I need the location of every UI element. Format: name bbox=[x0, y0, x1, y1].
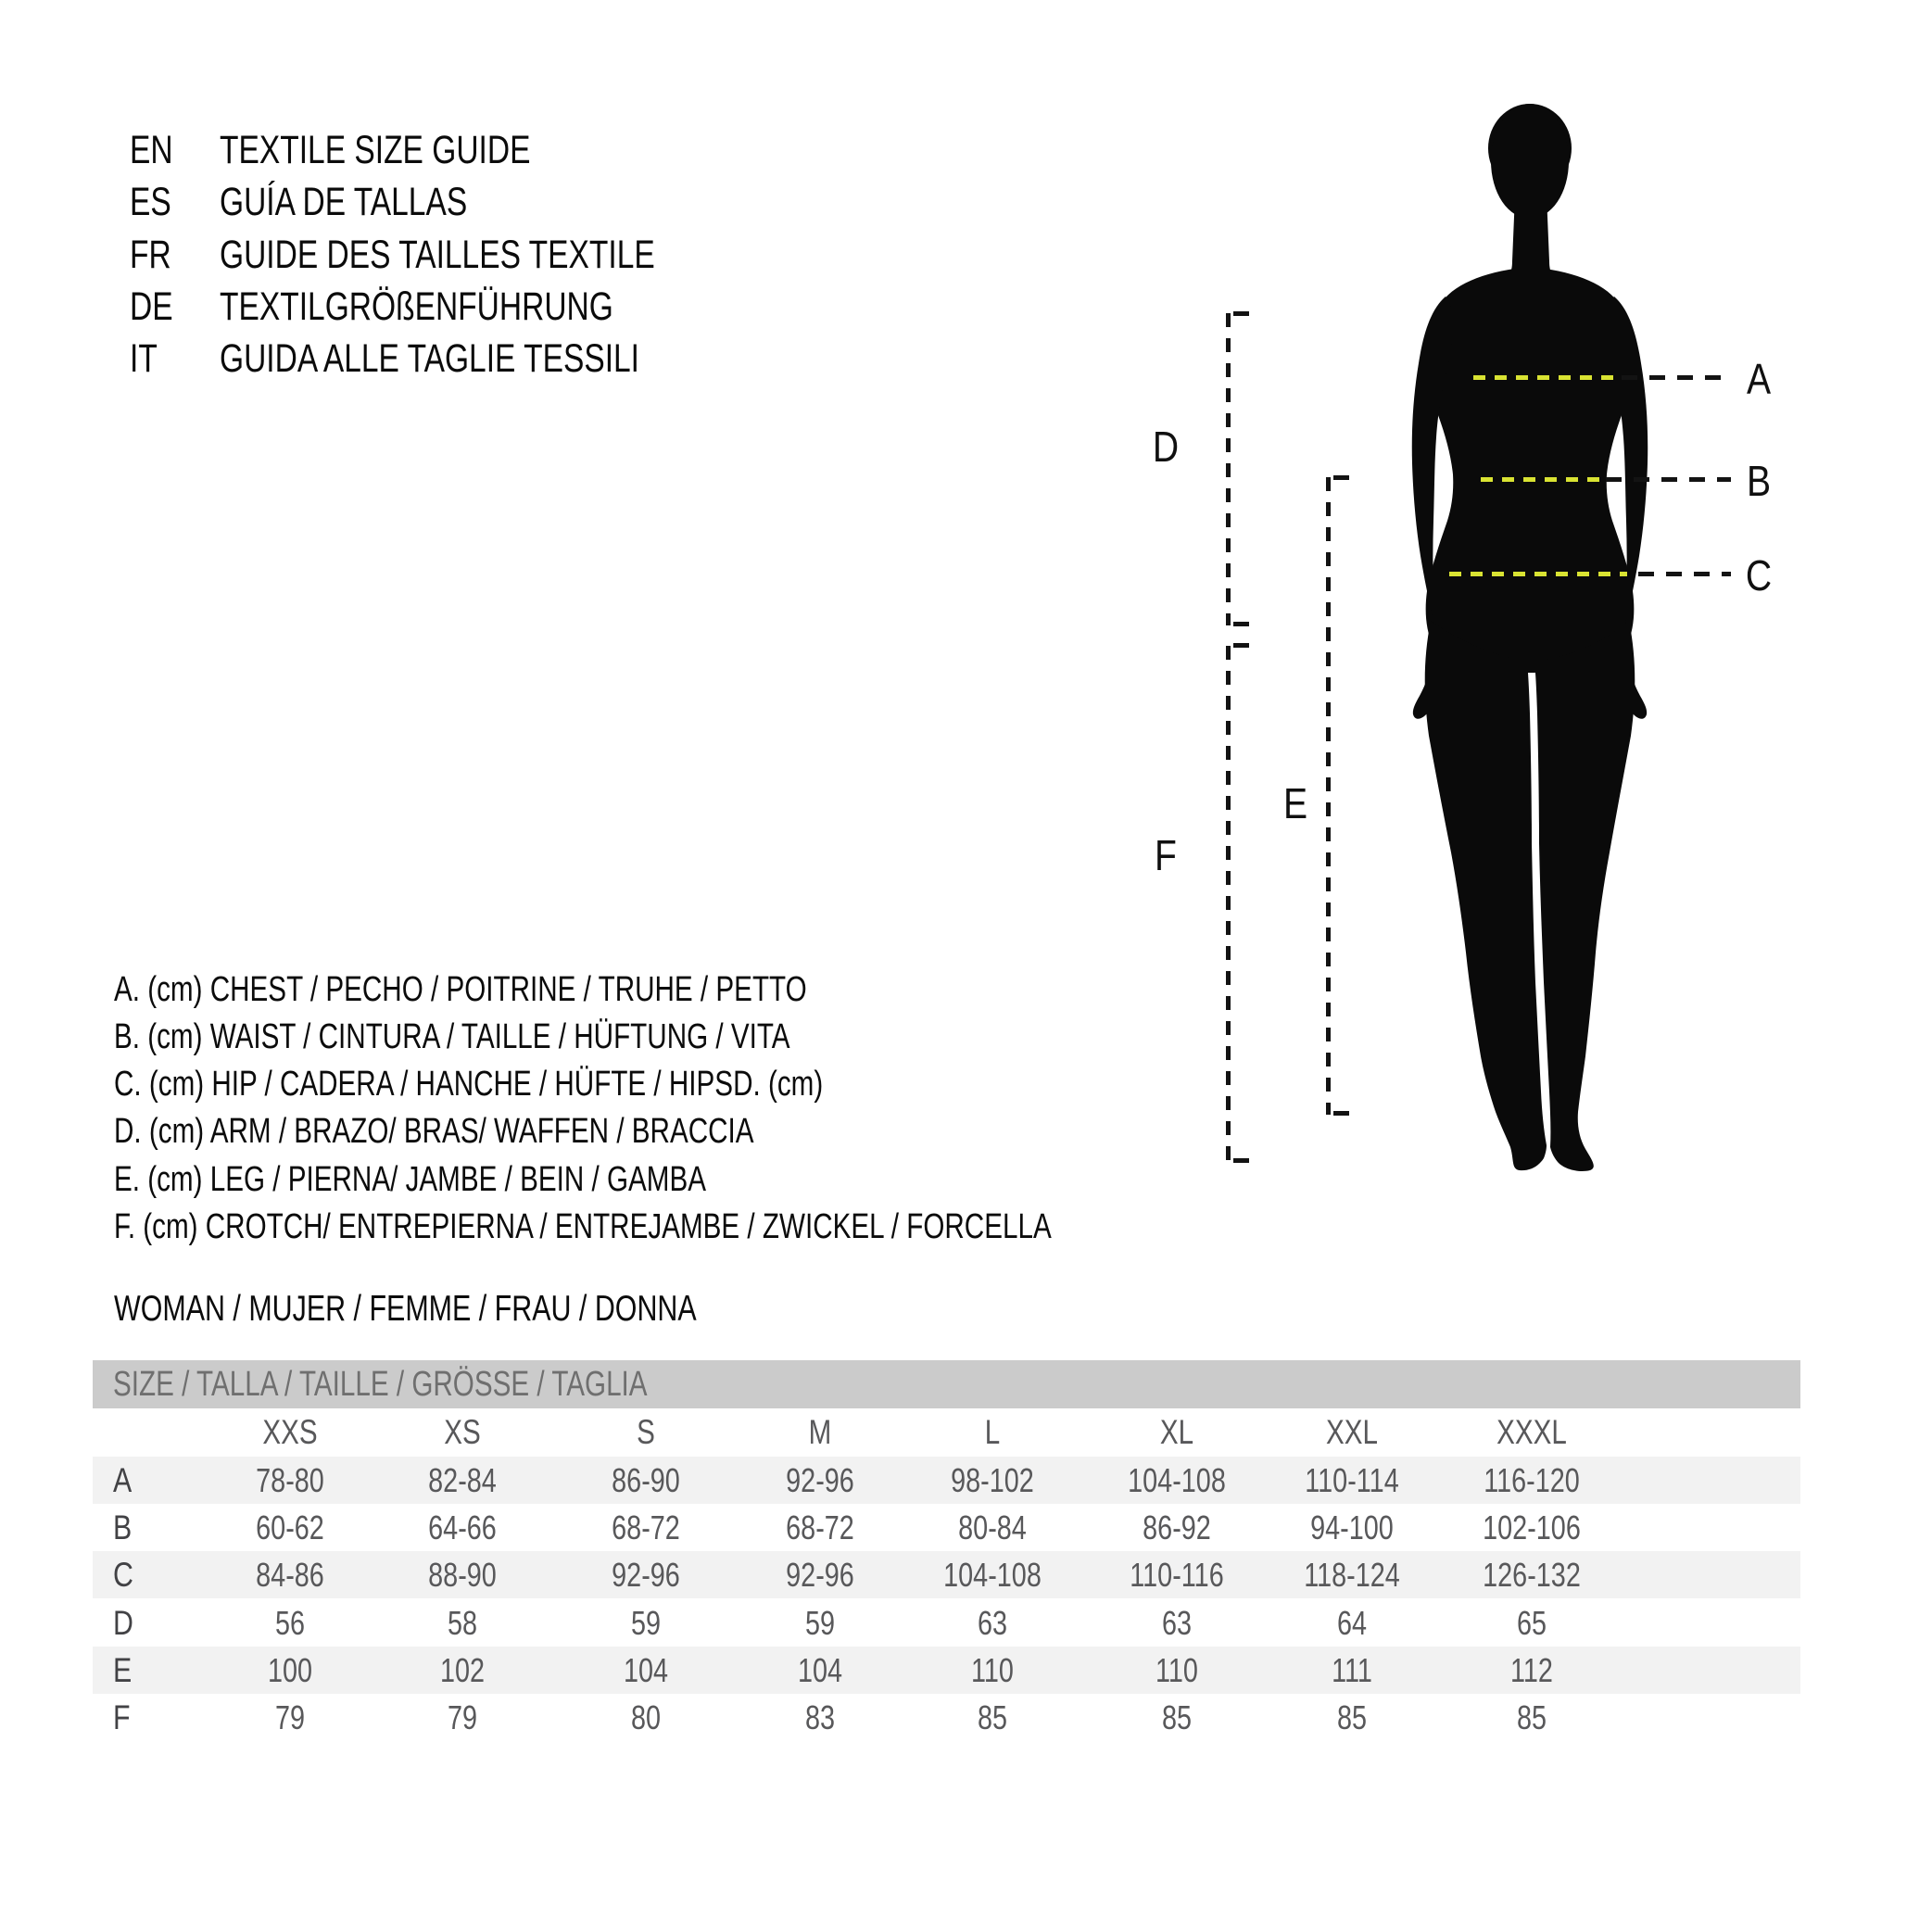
hip-line-outer bbox=[1638, 572, 1731, 576]
table-cell: 92-96 bbox=[786, 1556, 854, 1594]
table-row bbox=[93, 1647, 1800, 1694]
table-cell: 56 bbox=[274, 1604, 306, 1642]
table-cell: 88-90 bbox=[428, 1556, 497, 1594]
row-label: D bbox=[113, 1604, 133, 1642]
arm-line-bottom-tick bbox=[1233, 622, 1249, 626]
row-label: E bbox=[113, 1651, 133, 1689]
legend-crotch: F. (cm) CROTCH/ ENTREPIERNA / ENTREJAMBE / ZWICKEL / FORCELLA bbox=[114, 1207, 1052, 1246]
waist-label: B bbox=[1746, 457, 1772, 505]
legend-leg: E. (cm) LEG / PIERNA/ JAMBE / BEIN / GAMBA bbox=[114, 1160, 707, 1199]
size-col-header: M bbox=[808, 1413, 832, 1451]
woman-silhouette bbox=[1388, 102, 1673, 1173]
table-cell: 58 bbox=[447, 1604, 478, 1642]
chest-label: A bbox=[1746, 355, 1772, 403]
size-col-header: L bbox=[984, 1413, 1001, 1451]
waist-line-outer bbox=[1606, 477, 1731, 482]
table-cell: 85 bbox=[977, 1698, 1008, 1736]
table-cell: 110-114 bbox=[1305, 1461, 1399, 1499]
size-col-header: XXL bbox=[1326, 1413, 1378, 1451]
table-row bbox=[93, 1504, 1800, 1551]
size-col-header: XXXL bbox=[1496, 1413, 1567, 1451]
table-cell: 85 bbox=[1161, 1698, 1193, 1736]
table-cell: 85 bbox=[1516, 1698, 1547, 1736]
table-cell: 110 bbox=[971, 1651, 1014, 1689]
table-cell: 104 bbox=[797, 1651, 843, 1689]
table-cell: 111 bbox=[1332, 1651, 1372, 1689]
table-cell: 78-80 bbox=[256, 1461, 324, 1499]
table-cell: 63 bbox=[1161, 1604, 1193, 1642]
crotch-line-top-tick bbox=[1233, 643, 1249, 648]
table-cell: 92-96 bbox=[786, 1461, 854, 1499]
gender-heading: WOMAN / MUJER / FEMME / FRAU / DONNA bbox=[114, 1289, 697, 1329]
language-code: IT bbox=[130, 336, 158, 381]
hip-label: C bbox=[1745, 551, 1773, 599]
leg-line-top-tick bbox=[1333, 475, 1349, 480]
table-cell: 110-116 bbox=[1130, 1556, 1224, 1594]
table-cell: 80-84 bbox=[958, 1508, 1027, 1546]
leg-line-bottom-tick bbox=[1333, 1111, 1349, 1116]
table-cell: 118-124 bbox=[1304, 1556, 1400, 1594]
table-cell: 92-96 bbox=[612, 1556, 680, 1594]
guide-title: GUIDA ALLE TAGLIE TESSILI bbox=[220, 336, 640, 381]
crotch-label: F bbox=[1155, 831, 1177, 879]
waist-line-inner bbox=[1481, 477, 1606, 482]
table-cell: 110 bbox=[1155, 1651, 1198, 1689]
table-cell: 102 bbox=[439, 1651, 486, 1689]
size-table bbox=[93, 1360, 1800, 1742]
table-cell: 64-66 bbox=[428, 1508, 497, 1546]
size-col-header: XL bbox=[1159, 1413, 1194, 1451]
table-row bbox=[93, 1457, 1800, 1504]
table-row bbox=[93, 1694, 1800, 1741]
size-col-header: XXS bbox=[262, 1413, 318, 1451]
table-cell: 104-108 bbox=[1128, 1461, 1226, 1499]
guide-title: TEXTILE SIZE GUIDE bbox=[220, 128, 531, 172]
table-cell: 126-132 bbox=[1483, 1556, 1581, 1594]
table-cell: 59 bbox=[804, 1604, 836, 1642]
legend-arm: D. (cm) ARM / BRAZO/ BRAS/ WAFFEN / BRACCIA bbox=[114, 1112, 754, 1151]
table-cell: 59 bbox=[630, 1604, 662, 1642]
table-cell: 63 bbox=[977, 1604, 1008, 1642]
table-cell: 79 bbox=[274, 1698, 306, 1736]
chest-line-inner bbox=[1473, 375, 1617, 380]
guide-title: TEXTILGRÖßENFÜHRUNG bbox=[220, 284, 613, 329]
language-code: DE bbox=[130, 284, 173, 329]
table-cell: 112 bbox=[1510, 1651, 1553, 1689]
size-table-header-label: SIZE / TALLA / TAILLE / GRÖSSE / TAGLIA bbox=[113, 1365, 648, 1404]
language-code: FR bbox=[130, 233, 171, 277]
table-cell: 65 bbox=[1516, 1604, 1547, 1642]
table-cell: 94-100 bbox=[1310, 1508, 1394, 1546]
legend-chest: A. (cm) CHEST / PECHO / POITRINE / TRUHE / PETTO bbox=[114, 970, 807, 1009]
table-cell: 84-86 bbox=[256, 1556, 324, 1594]
arm-label: D bbox=[1152, 423, 1180, 471]
table-row bbox=[93, 1599, 1800, 1647]
guide-title: GUÍA DE TALLAS bbox=[220, 180, 468, 224]
table-cell: 60-62 bbox=[256, 1508, 324, 1546]
size-col-header: S bbox=[637, 1413, 655, 1451]
table-cell: 86-92 bbox=[1143, 1508, 1211, 1546]
chest-line-outer bbox=[1622, 375, 1731, 380]
crotch-line bbox=[1226, 646, 1231, 1162]
row-label: B bbox=[113, 1508, 133, 1546]
table-cell: 85 bbox=[1336, 1698, 1368, 1736]
table-cell: 100 bbox=[267, 1651, 313, 1689]
legend-hip: C. (cm) HIP / CADERA / HANCHE / HÜFTE / HIPSD. (cm) bbox=[114, 1065, 824, 1104]
leg-line bbox=[1326, 477, 1331, 1115]
row-label: C bbox=[113, 1556, 133, 1594]
crotch-line-bottom-tick bbox=[1233, 1158, 1249, 1163]
legend-waist: B. (cm) WAIST / CINTURA / TAILLE / HÜFTUNG / VITA bbox=[114, 1017, 790, 1056]
size-header-row bbox=[93, 1408, 1800, 1456]
table-cell: 102-106 bbox=[1483, 1508, 1581, 1546]
size-col-header: XS bbox=[444, 1413, 481, 1451]
table-cell: 82-84 bbox=[428, 1461, 497, 1499]
table-row bbox=[93, 1551, 1800, 1598]
row-label: A bbox=[113, 1461, 133, 1499]
table-cell: 86-90 bbox=[612, 1461, 680, 1499]
table-cell: 64 bbox=[1336, 1604, 1368, 1642]
table-cell: 104 bbox=[623, 1651, 669, 1689]
arm-line-top-tick bbox=[1233, 311, 1249, 316]
leg-label: E bbox=[1282, 779, 1308, 827]
arm-line bbox=[1226, 313, 1231, 625]
table-cell: 80 bbox=[630, 1698, 662, 1736]
language-code: EN bbox=[130, 128, 173, 172]
table-cell: 79 bbox=[447, 1698, 478, 1736]
row-label: F bbox=[113, 1698, 131, 1736]
guide-title: GUIDE DES TAILLES TEXTILE bbox=[220, 233, 655, 277]
table-cell: 116-120 bbox=[1484, 1461, 1580, 1499]
size-table-header-bar bbox=[93, 1360, 1800, 1408]
hip-line-inner bbox=[1449, 572, 1627, 576]
table-cell: 104-108 bbox=[943, 1556, 1042, 1594]
table-cell: 83 bbox=[804, 1698, 836, 1736]
table-cell: 98-102 bbox=[951, 1461, 1034, 1499]
language-code: ES bbox=[130, 180, 171, 224]
table-cell: 68-72 bbox=[612, 1508, 680, 1546]
table-cell: 68-72 bbox=[786, 1508, 854, 1546]
